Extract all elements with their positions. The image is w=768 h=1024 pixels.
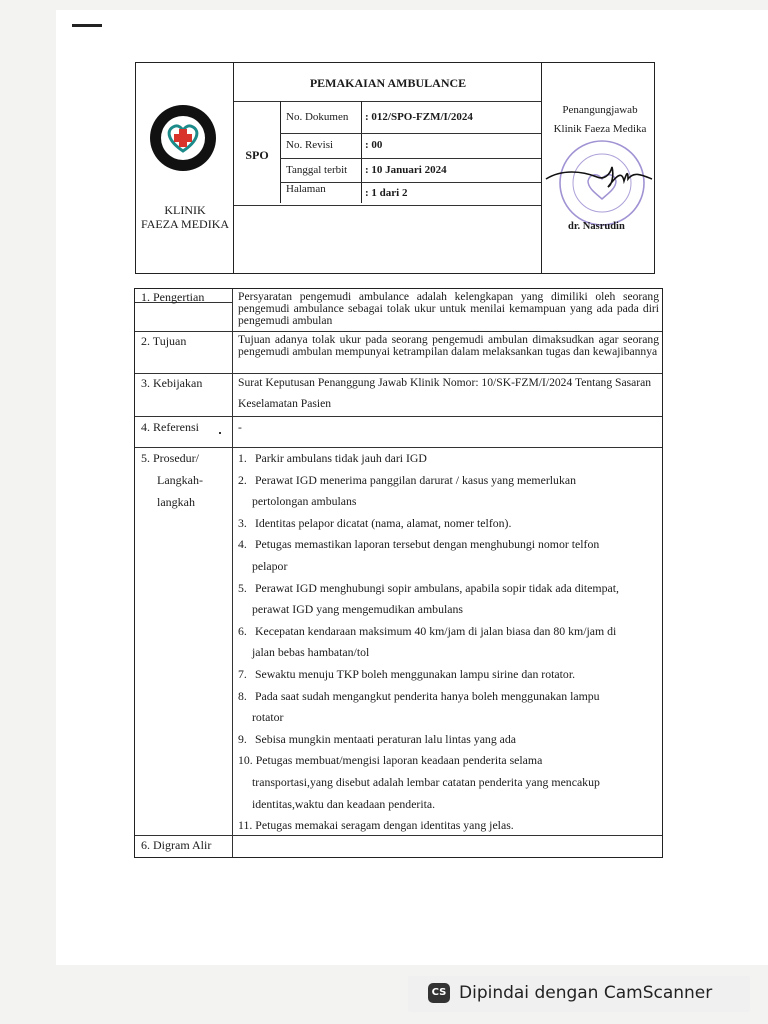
- list-item: 9. Sebisa mungkin mentaati peraturan lalu lintas yang ada: [238, 731, 517, 746]
- camscanner-text: Dipindai dengan CamScanner: [459, 983, 713, 1003]
- list-item: 5. Perawat IGD menghubungi sopir ambulans, apabila sopir tidak ada ditempat,: [238, 580, 619, 595]
- meta-label-revisi: No. Revisi: [286, 139, 334, 151]
- responsible-title: Penangungjawab: [562, 104, 638, 116]
- meta-value-halaman: : 1 dari 2: [365, 187, 408, 199]
- list-item: 2. Perawat IGD menerima panggilan darurat / kasus yang memerlukan: [238, 472, 576, 487]
- signer-name: dr. Nasrudin: [568, 221, 625, 232]
- meta-label-dokumen: No. Dokumen: [286, 111, 349, 123]
- camscanner-icon: CS: [428, 983, 450, 1003]
- row-label-diagram: 6. Digram Alir: [141, 838, 212, 852]
- list-item-continuation: identitas,waktu dan keadaan penderita.: [252, 796, 436, 811]
- clinic-logo-icon: [148, 103, 218, 173]
- row-label-prosedur: [141, 447, 227, 513]
- prosedur-label-line1: 5. Prosedur/: [141, 451, 199, 465]
- row-label-referensi: 4. Referensi: [141, 420, 199, 434]
- clinic-name-line1: KLINIK: [164, 203, 206, 217]
- row-label-kebijakan: 3. Kebijakan: [141, 376, 203, 390]
- list-item-continuation: perawat IGD yang mengemudikan ambulans: [252, 602, 463, 617]
- list-item: 10. Petugas membuat/mengisi laporan keadaan penderita selama: [238, 753, 543, 768]
- list-item: 11. Petugas memakai seragam dengan identitas yang jelas.: [238, 818, 514, 833]
- list-item: 3. Identitas pelapor dicatat (nama, alamat, nomer telfon).: [238, 515, 512, 530]
- list-item-continuation: transportasi,yang disebut adalah lembar catatan penderita yang mencakup: [252, 774, 600, 789]
- list-item-continuation: pelapor: [252, 558, 288, 573]
- stamp-signature-icon: [542, 135, 662, 235]
- row-label-tujuan: 2. Tujuan: [141, 334, 187, 348]
- procedure-list: [238, 448, 658, 837]
- row-text-referensi: -: [238, 421, 242, 434]
- meta-value-tanggal: : 10 Januari 2024: [365, 164, 447, 176]
- list-item: 8. Pada saat sudah mengangkut penderita hanya boleh menggunakan lampu: [238, 688, 600, 703]
- meta-label-halaman: Halaman: [286, 183, 326, 195]
- list-item: 7. Sewaktu menuju TKP boleh menggunakan lampu sirine dan rotator.: [238, 666, 576, 681]
- scan-mark: [72, 24, 102, 27]
- meta-value-revisi: : 00: [365, 139, 383, 151]
- list-item-continuation: rotator: [252, 710, 284, 725]
- spo-label: SPO: [245, 148, 269, 162]
- prosedur-label-line3: langkah: [157, 495, 195, 509]
- row-text-kebijakan: Surat Keputusan Penanggung Jawab Klinik Nomor: 10/SK-FZM/I/2024 Tentang Sasaran Keselamatan Pasien: [238, 376, 652, 410]
- list-item: 6. Kecepatan kendaraan maksimum 40 km/jam di jalan biasa dan 80 km/jam di: [238, 623, 617, 638]
- document-title: PEMAKAIAN AMBULANCE: [309, 76, 467, 90]
- procedure-table: [134, 288, 663, 858]
- list-item: 1. Parkir ambulans tidak jauh dari IGD: [238, 451, 427, 465]
- row-label-pengertian: 1. Pengertian: [141, 290, 205, 304]
- responsible-clinic: Klinik Faeza Medika: [553, 123, 647, 135]
- list-item-continuation: jalan bebas hambatan/tol: [252, 645, 370, 660]
- list-item: 4. Petugas memastikan laporan tersebut dengan menghubungi nomor telfon: [238, 537, 600, 552]
- row-text-pengertian: Persyaratan pengemudi ambulance adalah kelengkapan yang dimiliki oleh seorang pengemudi ambulance sebagai tolak ukur untuk menilai kemampuan yang ada pada diri pengemudi ambulan: [238, 290, 659, 327]
- camscanner-watermark: [408, 976, 750, 1012]
- row-text-tujuan: Tujuan adanya tolak ukur pada seorang pengemudi ambulan dimaksudkan agar seorang pengemudi ambulan mempunyai ketrampilan dalam melaksankan tugas dan kewajibannya: [238, 333, 659, 358]
- clinic-name-line2: FAEZA MEDIKA: [140, 217, 230, 231]
- meta-label-tanggal: Tanggal terbit: [286, 164, 348, 176]
- list-item-continuation: pertolongan ambulans: [252, 494, 357, 509]
- prosedur-label-line2: Langkah-: [157, 473, 203, 487]
- document-header: [135, 62, 655, 274]
- meta-value-dokumen: : 012/SPO-FZM/I/2024: [365, 111, 473, 123]
